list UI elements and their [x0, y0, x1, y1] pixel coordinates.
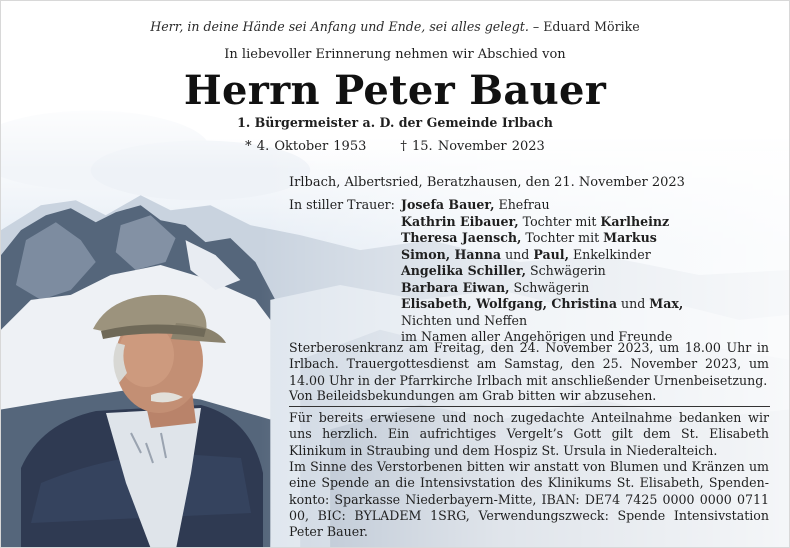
portrait-photo: [1, 283, 271, 548]
mourners-label: In stiller Trauer:: [289, 197, 395, 212]
mourner-name: Elisabeth, Wolfgang, Christina: [401, 296, 617, 311]
mourner-name: Angelika Schiller,: [401, 263, 526, 278]
mourner-name: Simon, Hanna: [401, 246, 502, 262]
mourners-block: [289, 197, 683, 346]
divider: [289, 406, 770, 407]
birth-date: * 4. Oktober 1953: [245, 139, 367, 154]
service-details: Sterberosenkranz am Freitag, den 24. November 2023, um 18.00 Uhr in Irlbach. Trauergottesdienst am Samstag, den 25. November 2023, um 14.00 Uhr in der Pfarrkirche Irlbach mit anschließender Urnenbeisetzung.: [289, 340, 769, 388]
mourner-line: [401, 214, 683, 231]
motto-author: – Eduard Mörike: [532, 19, 640, 34]
deceased-title: 1. Bürgermeister a. D. der Gemeinde Irlbach: [237, 115, 553, 130]
deceased-name: Herrn Peter Bauer: [183, 67, 607, 114]
mourner-line: [401, 230, 683, 247]
mourner-line: [401, 296, 683, 313]
mourner-line: [401, 313, 683, 330]
mourner-connector: und: [501, 246, 534, 262]
motto-quote: [1, 19, 789, 34]
mourner-relation: Ehefrau: [494, 197, 550, 212]
mourner-name: Paul,: [533, 246, 569, 262]
mourner-name: Markus: [603, 230, 657, 245]
mourner-line: [401, 197, 683, 214]
mourner-name: Theresa Jaensch,: [401, 230, 522, 245]
mourner-name: Max,: [649, 296, 684, 311]
mourner-relation: Nichten und Neffen: [401, 312, 528, 328]
death-date: † 15. November 2023: [400, 139, 545, 154]
mourner-relation: Schwägerin: [509, 279, 590, 295]
life-dates: [1, 139, 789, 154]
motto-text: Herr, in deine Hände sei Anfang und Ende, sei alles gelegt.: [150, 19, 529, 34]
mourner-name: Kathrin Eibauer,: [401, 213, 519, 229]
place-and-date: Irlbach, Albertsried, Beratzhausen, den 21. November 2023: [289, 175, 685, 190]
condolence-note: Von Beileidsbekundungen am Grab bitten wir abzusehen.: [289, 388, 657, 403]
thanks-paragraph: Für bereits erwiesene und noch zugedachte Anteilnahme bedanken wir uns herzlich. Ein aufrichtiges Vergelt’s Gott gilt dem St. Elisabeth Klinikum in Straubing und dem Hospiz St. Ursula in Niederalteich.: [289, 410, 769, 458]
mourner-name: Karlheinz: [600, 213, 670, 229]
mourners-list: [289, 197, 683, 346]
mourner-relation: Enkelkinder: [568, 246, 651, 262]
intro-line: In liebevoller Erinnerung nehmen wir Abschied von: [224, 47, 566, 62]
mourner-connector: und: [617, 296, 650, 311]
mourner-relation: Tochter mit: [521, 230, 604, 245]
mourner-line: [401, 263, 683, 280]
mourner-name: Barbara Eiwan,: [401, 279, 510, 295]
mourner-relation: im Namen aller Angehörigen und Freunde: [401, 329, 673, 344]
mourner-line: [401, 280, 683, 297]
mourner-relation: Schwägerin: [525, 263, 606, 278]
mourner-relation: Tochter mit: [518, 213, 601, 229]
donation-paragraph: Im Sinne des Verstorbenen bitten wir anstatt von Blumen und Kränzen um eine Spende an die Intensivstation des Klinikums St. Elisabeth, Spendenkonto: Sparkasse Niederbayern-Mitte, IBAN: DE74 7425 0000 0000 0711 00, BIC: BYLADEM 1SRG, Verwendungszweck: Spende Intensivstation Peter Bauer.: [289, 459, 769, 540]
mourner-line: [401, 247, 683, 264]
mourner-name: Josefa Bauer,: [401, 197, 495, 212]
